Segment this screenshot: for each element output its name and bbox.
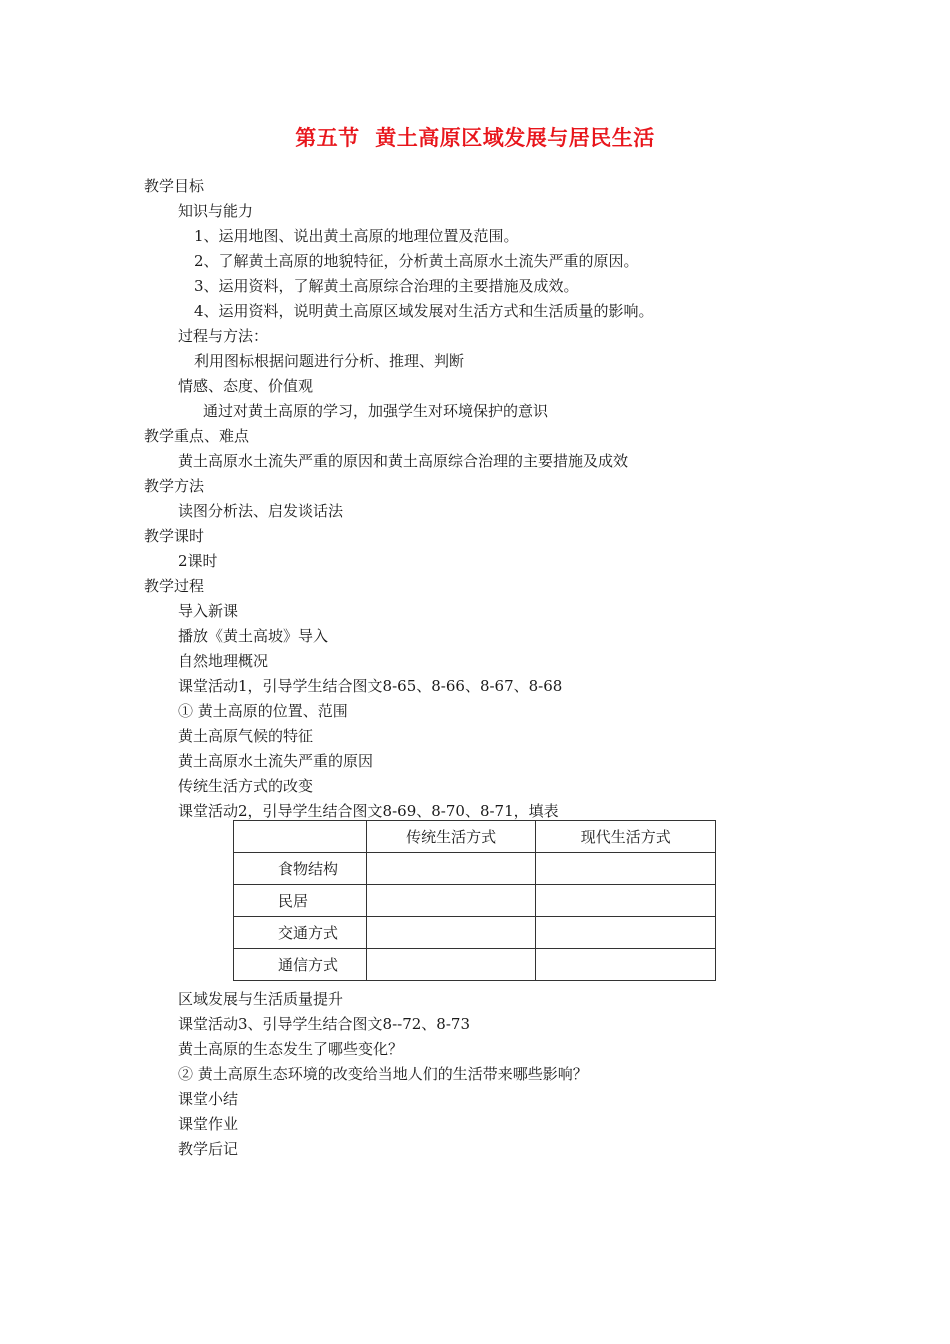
activity-2: 课堂活动2，引导学生结合图文8-69、8-70、8-71，填表 (178, 802, 559, 820)
heading-postscript: 教学后记 (178, 1140, 239, 1158)
heading-summary: 课堂小结 (178, 1090, 239, 1108)
subheading-knowledge: 知识与能力 (178, 202, 254, 220)
hours-text: 2课时 (178, 552, 218, 570)
table-row (234, 949, 716, 981)
heading-hours: 教学课时 (144, 527, 205, 545)
table-cell (366, 917, 536, 949)
question-impact: ② 黄土高原生态环境的改变给当地人们的生活带来哪些影响？ (178, 1065, 588, 1083)
table-row (234, 917, 716, 949)
procedure-natural: 自然地理概况 (178, 652, 269, 670)
table-header-cell: 传统生活方式 (366, 821, 536, 853)
objective-item-3: 3、运用资料，了解黄土高原综合治理的主要措施及成效。 (194, 277, 579, 295)
table-cell (536, 853, 716, 885)
question-climate: 黄土高原气候的特征 (178, 727, 314, 745)
question-ecology: 黄土高原的生态发生了哪些变化？ (178, 1040, 404, 1058)
table-row (234, 853, 716, 885)
section-traditional: 传统生活方式的改变 (178, 777, 314, 795)
activity-3: 课堂活动3、引导学生结合图文8--72、8-73 (178, 1015, 471, 1033)
table-row-label: 交通方式 (234, 917, 367, 949)
table-header-cell (234, 821, 367, 853)
table-header-row (234, 821, 716, 853)
table-row-label: 民居 (234, 885, 367, 917)
key-points-text: 黄土高原水土流失严重的原因和黄土高原综合治理的主要措施及成效 (178, 452, 629, 470)
subheading-emotion: 情感、态度、价值观 (178, 377, 314, 395)
objective-item-4: 4、运用资料，说明黄土高原区域发展对生活方式和生活质量的影响。 (194, 302, 654, 320)
procedure-play: 播放《黄土高坡》导入 (178, 627, 329, 645)
methods-text: 读图分析法、启发谈话法 (178, 502, 344, 520)
document-title: 第五节 黄土高原区域发展与居民生活 (295, 125, 655, 150)
subheading-process: 过程与方法： (178, 327, 269, 345)
table-cell (536, 949, 716, 981)
objective-item-1: 1、运用地图、说出黄土高原的地理位置及范围。 (194, 227, 519, 245)
table-row-label: 通信方式 (234, 949, 367, 981)
section-development: 区域发展与生活质量提升 (178, 990, 344, 1008)
table-cell (536, 885, 716, 917)
process-text: 利用图标根据问题进行分析、推理、判断 (194, 352, 465, 370)
lifestyle-table (233, 820, 716, 981)
heading-homework: 课堂作业 (178, 1115, 239, 1133)
emotion-text: 通过对黄土高原的学习，加强学生对环境保护的意识 (203, 402, 549, 420)
table-row (234, 885, 716, 917)
table-row-label: 食物结构 (234, 853, 367, 885)
table-cell (366, 885, 536, 917)
heading-objectives: 教学目标 (144, 177, 205, 195)
heading-methods: 教学方法 (144, 477, 205, 495)
question-1: ① 黄土高原的位置、范围 (178, 702, 348, 720)
question-erosion: 黄土高原水土流失严重的原因 (178, 752, 374, 770)
table-cell (366, 949, 536, 981)
table-header-cell: 现代生活方式 (536, 821, 716, 853)
heading-key-points: 教学重点、难点 (144, 427, 250, 445)
heading-procedure: 教学过程 (144, 577, 205, 595)
activity-1: 课堂活动1，引导学生结合图文8-65、8-66、8-67、8-68 (178, 677, 563, 695)
table-cell (366, 853, 536, 885)
procedure-intro: 导入新课 (178, 602, 239, 620)
objective-item-2: 2、了解黄土高原的地貌特征，分析黄土高原水土流失严重的原因。 (194, 252, 639, 270)
table-cell (536, 917, 716, 949)
